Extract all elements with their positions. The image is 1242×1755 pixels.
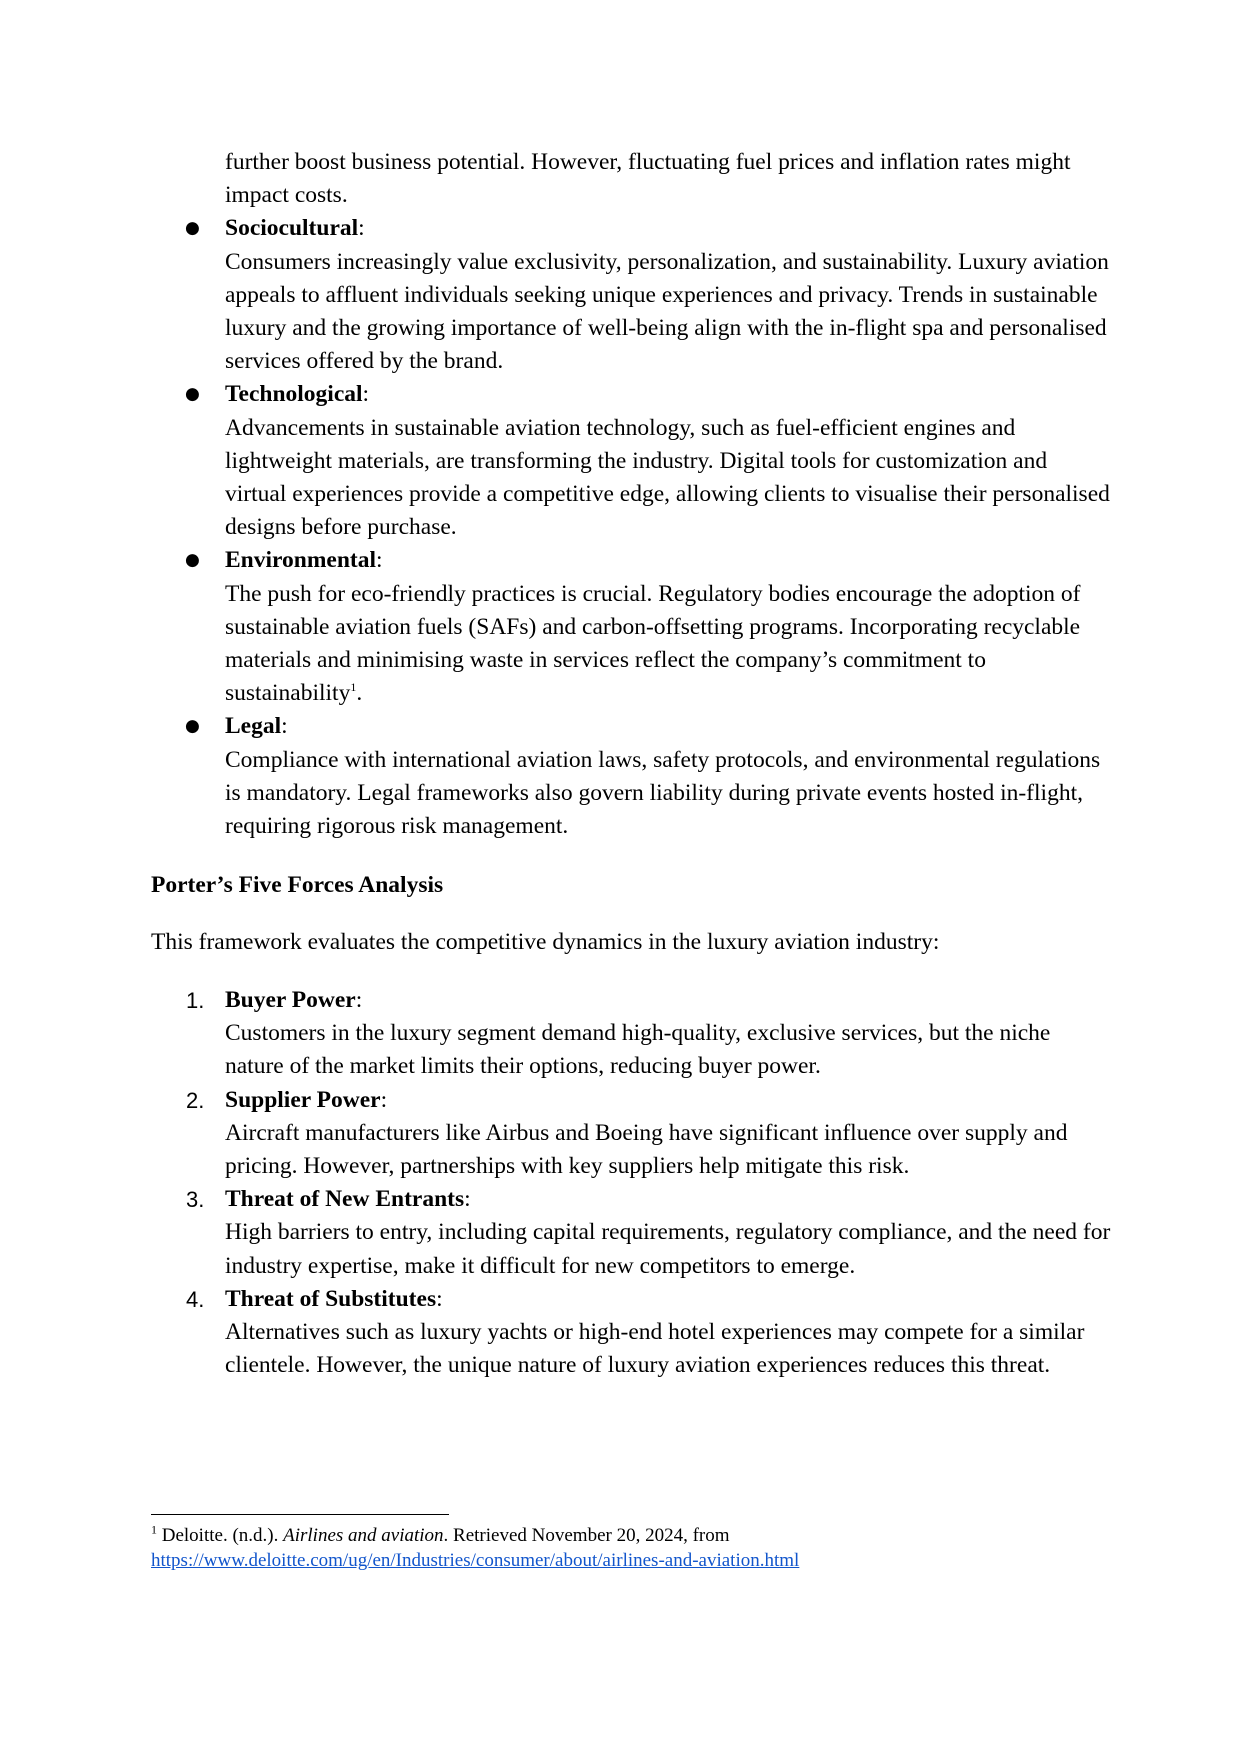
- list-item-new-entrants: 3. Threat of New Entrants: High barriers to entry, including capital requirements, regulatory compliance, and the need for industry expertise, make it difficult for new competitors to emerge.: [151, 1183, 1111, 1283]
- footnote-link[interactable]: https://www.deloitte.com/ug/en/Industries/consumer/about/airlines-and-aviation.html: [151, 1550, 800, 1571]
- item-title: Supplier Power: [225, 1086, 381, 1113]
- footnote-marker: 1: [151, 1522, 157, 1537]
- item-body: Consumers increasingly value exclusivity, personalization, and sustainability. Luxury aviation appeals to affluent individuals seeking unique experiences and privacy. Trends in sustainable luxury and the growing importance of well-being align with the in-flight spa and personalised services offered by the brand.: [225, 248, 1109, 375]
- item-title: Buyer Power: [225, 987, 356, 1013]
- pestle-list: [151, 146, 1111, 843]
- item-title: Legal: [225, 713, 282, 740]
- item-body: Alternatives such as luxury yachts or high-end hotel experiences may compete for a similar clientele. However, the unique nature of luxury aviation experiences reduces this threat.: [225, 1319, 1085, 1379]
- list-item-technological: ● Technological: Advancements in sustainable aviation technology, such as fuel-efficient engines and lightweight materials, are transforming the industry. Digital tools for customization and virtual experiences provide a competitive edge, allowing clients to visualise their personalised designs before purchase.: [151, 378, 1111, 544]
- list-number: 4.: [186, 1286, 205, 1312]
- item-title: Sociocultural: [225, 215, 359, 242]
- continuation-paragraph: [151, 146, 1111, 212]
- list-item-sociocultural: ● Sociocultural: Consumers increasingly value exclusivity, personalization, and sustainability. Luxury aviation appeals to affluent individuals seeking unique experiences and privacy. Trends in sustainable luxury and the growing importance of well-being align with the in-flight spa and personalised services offered by the brand.: [151, 212, 1111, 378]
- footnote-source-title: Airlines and aviation: [283, 1525, 444, 1546]
- list-item-buyer-power: 1. Buyer Power: Customers in the luxury segment demand high-quality, exclusive services, but the niche nature of the market limits their options, reducing buyer power.: [151, 984, 1111, 1084]
- bullet-icon: ●: [185, 550, 200, 571]
- list-item-legal: ● Legal: Compliance with international aviation laws, safety protocols, and environmental regulations is mandatory. Legal frameworks also govern liability during private events hosted in-flight, requiring rigorous risk management.: [151, 710, 1111, 843]
- list-item-supplier-power: 2. Supplier Power: Aircraft manufacturers like Airbus and Boeing have significant influence over supply and pricing. However, partnerships with key suppliers help mitigate this risk.: [151, 1084, 1111, 1184]
- item-body: Advancements in sustainable aviation technology, such as fuel-efficient engines and lightweight materials, are transforming the industry. Digital tools for customization and virtual experiences provide a competitive edge, allowing clients to visualise their personalised designs before purchase.: [225, 414, 1110, 541]
- bullet-icon: ●: [185, 716, 200, 737]
- five-forces-list: [151, 984, 1111, 1382]
- footnote-reference[interactable]: 1: [350, 680, 357, 695]
- continuation-text: further boost business potential. However, fluctuating fuel prices and inflation rates might impact costs.: [225, 149, 1071, 209]
- list-number: 3.: [186, 1187, 205, 1213]
- intro-paragraph: This framework evaluates the competitive dynamics in the luxury aviation industry:: [151, 929, 940, 955]
- item-body: Compliance with international aviation laws, safety protocols, and environmental regulations is mandatory. Legal frameworks also govern liability during private events hosted in-flight, requiring rigorous risk management.: [225, 746, 1101, 840]
- bullet-icon: ●: [185, 218, 200, 239]
- item-title: Threat of New Entrants: [225, 1186, 465, 1213]
- item-body: High barriers to entry, including capital requirements, regulatory compliance, and the need for industry expertise, make it difficult for new competitors to emerge.: [225, 1219, 1111, 1279]
- item-title: Technological: [225, 381, 363, 408]
- footnote: $^1$ Deloitte. (n.d.). Airlines and aviation. Retrieved November 20, 2024, from https://www.deloitte.com/ug/en/Industries/consumer/about/airlines-and-aviation.html: [151, 1522, 800, 1571]
- item-body: Customers in the luxury segment demand high-quality, exclusive services, but the niche nature of the market limits their options, reducing buyer power.: [225, 1020, 1051, 1080]
- list-number: 1.: [186, 988, 205, 1013]
- item-body: Aircraft manufacturers like Airbus and Boeing have significant influence over supply and pricing. However, partnerships with key suppliers help mitigate this risk.: [225, 1119, 1068, 1180]
- section-heading: Porter’s Five Forces Analysis: [151, 872, 444, 898]
- list-item-environmental: ● Environmental: The push for eco-friendly practices is crucial. Regulatory bodies encourage the adoption of sustainable aviation fuels (SAFs) and carbon-offsetting programs. Incorporating recyclable materials and minimising waste in services reflect the company’s commitment to sustainability$^1$.: [151, 544, 1111, 710]
- list-item-substitutes: 4. Threat of Substitutes: Alternatives such as luxury yachts or high-end hotel experiences may compete for a similar clientele. However, the unique nature of luxury aviation experiences reduces this threat.: [151, 1283, 1111, 1383]
- list-number: 2.: [186, 1087, 205, 1113]
- footnote-divider: [151, 1514, 449, 1515]
- item-body: The push for eco-friendly practices is crucial. Regulatory bodies encourage the adoption of sustainable aviation fuels (SAFs) and carbon-offsetting programs. Incorporating recyclable materials and minimising waste in services reflect the company’s commitment to sustainability$^1$.: [225, 580, 1081, 707]
- bullet-icon: ●: [185, 384, 200, 405]
- item-title: Threat of Substitutes: [225, 1285, 437, 1312]
- item-title: Environmental: [225, 547, 377, 574]
